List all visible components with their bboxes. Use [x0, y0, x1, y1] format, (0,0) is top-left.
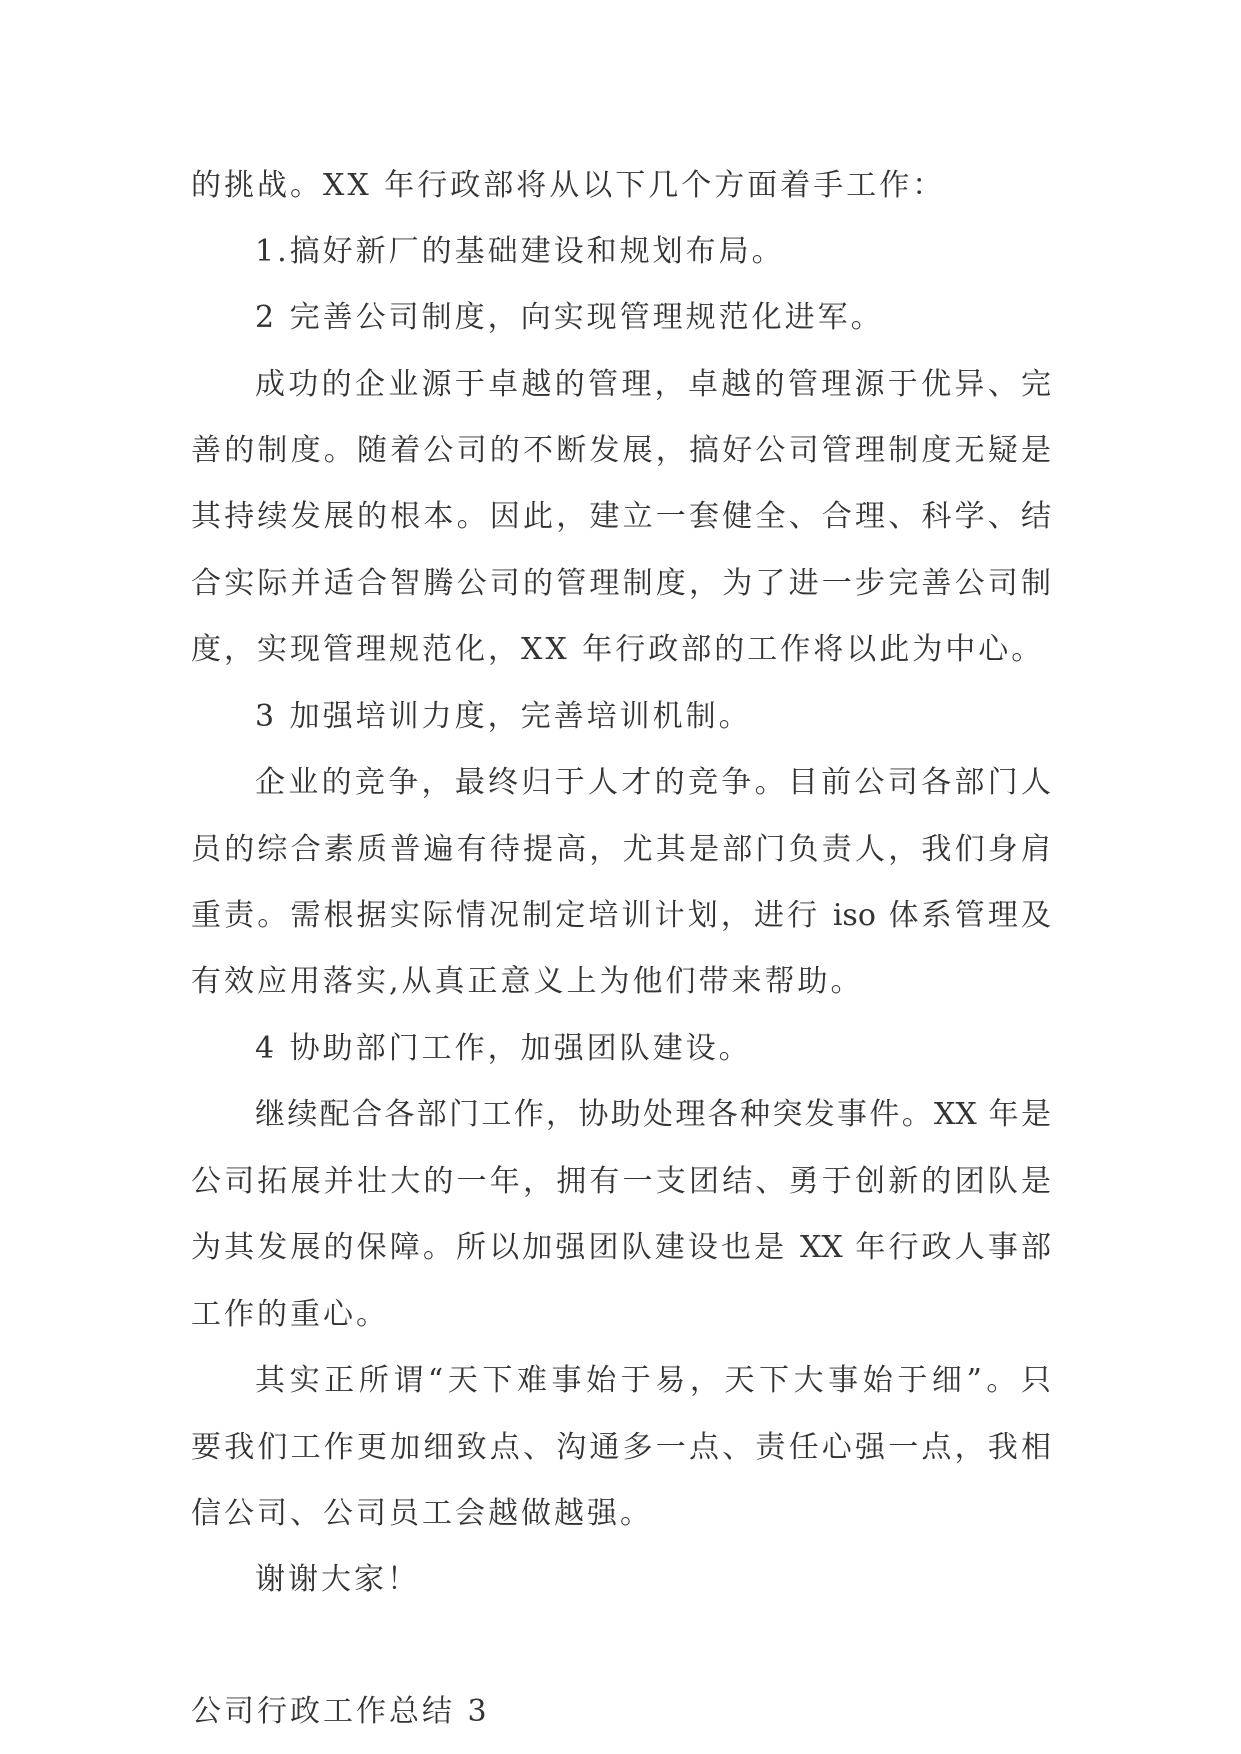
- section-heading: 公司行政工作总结 3: [191, 1694, 490, 1729]
- text-line: 善的制度。随着公司的不断发展，搞好公司管理制度无疑是: [191, 433, 1051, 468]
- text-line: 继续配合各部门工作，协助处理各种突发事件。XX 年是: [255, 1097, 1051, 1132]
- text-line: 员的综合素质普遍有待提高，尤其是部门负责人，我们身肩: [191, 832, 1051, 867]
- text-line: 合实际并适合智腾公司的管理制度，为了进一步完善公司制: [191, 566, 1051, 601]
- text-line: 重责。需根据实际情况制定培训计划，进行 iso 体系管理及: [191, 898, 1051, 933]
- text-line: 工作的重心。: [191, 1297, 389, 1332]
- list-item: 4 协助部门工作，加强团队建设。: [255, 1031, 752, 1066]
- text-line: 的挑战。XX 年行政部将从以下几个方面着手工作：: [191, 168, 946, 203]
- list-item: 2 完善公司制度，向实现管理规范化进军。: [255, 300, 884, 335]
- text-line: 其持续发展的根本。因此，建立一套健全、合理、科学、结: [191, 499, 1051, 534]
- list-item: 1.搞好新厂的基础建设和规划布局。: [255, 234, 785, 269]
- list-item: 3 加强培训力度，完善培训机制。: [255, 699, 752, 734]
- text-line: 公司拓展并壮大的一年，拥有一支团结、勇于创新的团队是: [191, 1164, 1051, 1199]
- text-line: 要我们工作更加细致点、沟通多一点、责任心强一点，我相: [191, 1430, 1051, 1465]
- text-line: 成功的企业源于卓越的管理，卓越的管理源于优异、完: [255, 367, 1051, 402]
- text-line: 为其发展的保障。所以加强团队建设也是 XX 年行政人事部: [191, 1230, 1051, 1265]
- closing-line: 谢谢大家！: [255, 1562, 420, 1597]
- text-line: 有效应用落实,从真正意义上为他们带来帮助。: [191, 964, 864, 999]
- text-line: 度，实现管理规范化，XX 年行政部的工作将以此为中心。: [191, 632, 1045, 667]
- text-line: 信公司、公司员工会越做越强。: [191, 1496, 653, 1531]
- text-line: 企业的竞争，最终归于人才的竞争。目前公司各部门人: [255, 765, 1051, 800]
- text-line: 其实正所谓“天下难事始于易，天下大事始于细”。只: [255, 1363, 1051, 1398]
